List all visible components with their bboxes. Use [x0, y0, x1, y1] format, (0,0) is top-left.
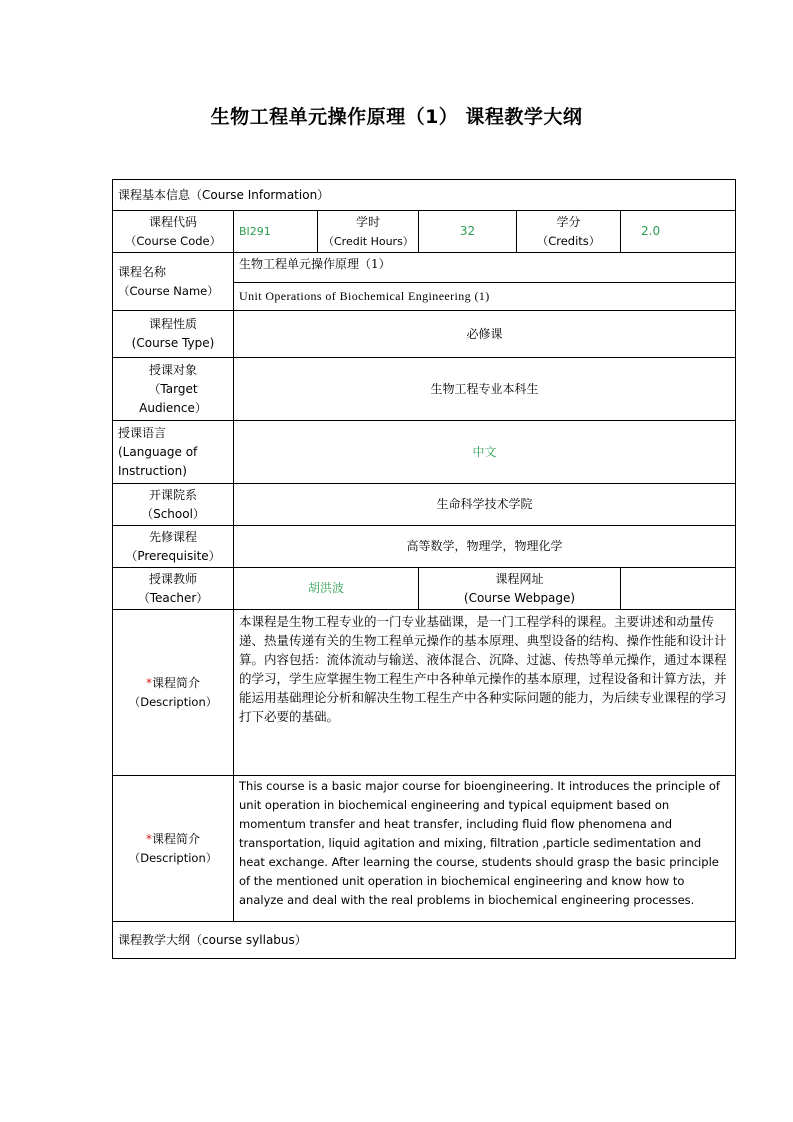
- credits-label-en: （Credits）: [536, 233, 601, 248]
- credit-hours-value: 32: [419, 211, 517, 253]
- credits-label: [517, 211, 621, 253]
- language-label: [113, 421, 234, 484]
- school-label-en: （School）: [141, 506, 205, 521]
- section-basic-header: 课程基本信息（Course Information）: [113, 180, 736, 211]
- target-audience-value: 生物工程专业本科生: [234, 358, 736, 421]
- course-name-label-en: （Course Name）: [118, 283, 219, 298]
- teacher-label-en: （Teacher）: [137, 590, 209, 605]
- school-row: [113, 484, 736, 526]
- webpage-label: [419, 568, 621, 610]
- section-syllabus-header: 课程教学大纲（course syllabus）: [113, 922, 736, 959]
- course-code-label-cn: 课程代码: [148, 214, 197, 229]
- credit-hours-label-cn: 学时: [355, 214, 380, 229]
- course-info-table: [112, 179, 736, 959]
- course-type-value: 必修课: [234, 311, 736, 358]
- teacher-label-cn: 授课教师: [148, 571, 197, 586]
- description-en-label-cn: 课程简介: [151, 831, 200, 846]
- language-label-en-1: (Language of: [118, 444, 198, 459]
- section-basic-row: [113, 180, 736, 211]
- school-label: [113, 484, 234, 526]
- course-code-row: [113, 211, 736, 253]
- credits-value: 2.0: [621, 211, 736, 253]
- page-title: 生物工程单元操作原理（1） 课程教学大纲: [210, 106, 583, 128]
- course-code-label: [113, 211, 234, 253]
- prerequisite-label: [113, 526, 234, 568]
- language-row: [113, 421, 736, 484]
- course-code-label-en: （Course Code）: [124, 233, 222, 248]
- description-en-label: [113, 776, 234, 922]
- target-audience-label-cn: 授课对象: [148, 362, 197, 377]
- target-audience-label-en-2: Audience）: [139, 400, 207, 415]
- webpage-label-en: (Course Webpage): [463, 590, 576, 605]
- course-name-label: [113, 253, 234, 311]
- credit-hours-label: [318, 211, 419, 253]
- webpage-label-cn: 课程网址: [495, 571, 544, 586]
- description-cn-row: [113, 610, 736, 776]
- description-cn-label-cn: 课程简介: [151, 675, 200, 690]
- description-en-label-en: （Description）: [128, 850, 218, 865]
- prerequisite-label-en: （Prerequisite）: [125, 548, 221, 563]
- prerequisite-row: [113, 526, 736, 568]
- school-label-cn: 开课院系: [148, 487, 197, 502]
- course-type-row: [113, 311, 736, 358]
- course-type-label-en: (Course Type): [131, 336, 215, 350]
- language-label-cn: 授课语言: [118, 425, 167, 440]
- target-audience-label-en-1: （Target: [148, 381, 198, 396]
- course-name-cn-value: 生物工程单元操作原理（1）: [234, 253, 736, 283]
- course-name-en-value: Unit Operations of Biochemical Engineering (1): [234, 283, 736, 311]
- section-syllabus-row: [113, 922, 736, 959]
- target-audience-row: [113, 358, 736, 421]
- language-value: 中文: [234, 421, 736, 484]
- target-audience-label: [113, 358, 234, 421]
- course-type-label-cn: 课程性质: [148, 317, 197, 331]
- description-en-text: This course is a basic major course for bioengineering. It introduces the principle of unit operation in biochemical engineering and typical equipment based on momentum transfer and heat transfer, including fluid flow phenomena and transportation, liquid agitation and mixing, filtration ,particle sedimentation and heat exchange. After learning the course, students should grasp the basic principle of the mentioned unit operation in biochemical engineering and know how to analyze and deal with the real problems in biochemical engineering processes.: [234, 776, 736, 922]
- teacher-value: 胡洪波: [234, 568, 419, 610]
- course-code-value: BI291: [234, 211, 318, 253]
- teacher-label: [113, 568, 234, 610]
- prerequisite-label-cn: 先修课程: [148, 529, 197, 544]
- course-type-label: [113, 311, 234, 358]
- language-label-en-2: Instruction): [118, 463, 187, 478]
- teacher-row: [113, 568, 736, 610]
- school-value: 生命科学技术学院: [234, 484, 736, 526]
- description-cn-label-en: （Description）: [128, 694, 218, 709]
- course-name-label-cn: 课程名称: [118, 264, 167, 279]
- prerequisite-value: 高等数学，物理学，物理化学: [234, 526, 736, 568]
- webpage-value: [621, 568, 736, 610]
- course-name-row: [113, 253, 736, 283]
- credit-hours-label-en: （Credit Hours）: [323, 234, 414, 248]
- description-cn-text: 本课程是生物工程专业的一门专业基础课，是一门工程学科的课程。主要讲述和动量传递、热量传递有关的生物工程单元操作的基本原理、典型设备的结构、操作性能和设计计算。内容包括：流体流动与输送、液体混合、沉降、过滤、传热等单元操作，通过本课程的学习，学生应掌握生物工程生产中各种单元操作的基本原理，过程设备和计算方法，并能运用基础理论分析和解决生物工程生产中各种实际问题的能力，为后续专业课程的学习打下必要的基础。: [234, 610, 736, 776]
- required-asterisk: *: [145, 831, 152, 846]
- description-en-row: [113, 776, 736, 922]
- credits-label-cn: 学分: [556, 214, 581, 229]
- required-asterisk: *: [145, 675, 152, 690]
- description-cn-label: [113, 610, 234, 776]
